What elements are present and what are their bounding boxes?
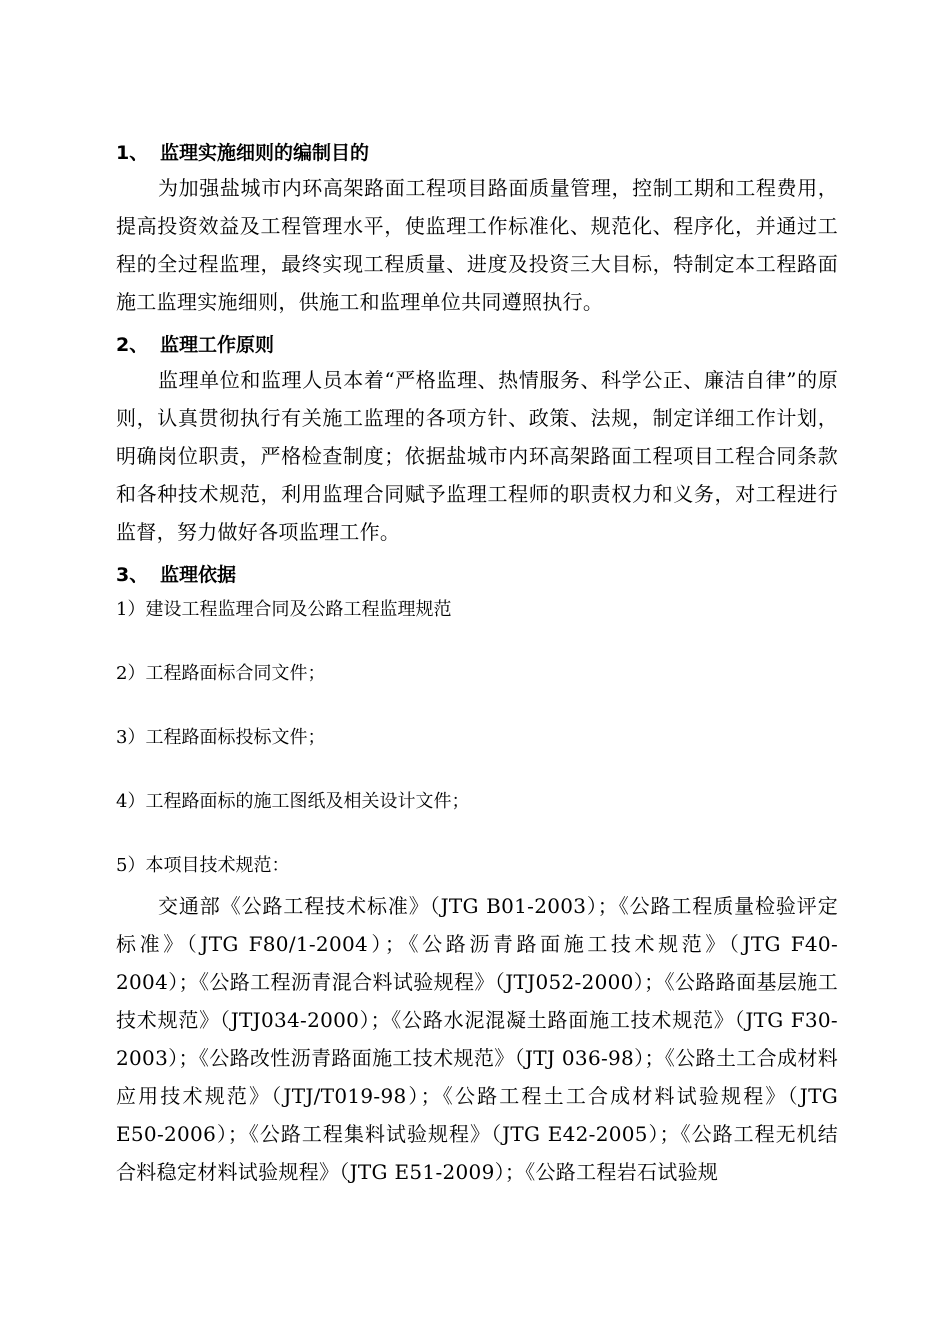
section-heading-3 bbox=[116, 559, 838, 591]
section-number: 2、 bbox=[116, 334, 149, 356]
document-page bbox=[116, 137, 838, 1191]
list-item: 4）工程路面标的施工图纸及相关设计文件； bbox=[116, 791, 470, 812]
list-item: 2）工程路面标合同文件； bbox=[116, 663, 326, 684]
section-body-1: 为加强盐城市内环高架路面工程项目路面质量管理，控制工期和工程费用，提高投资效益及工程管理水平，使监理工作标准化、规范化、程序化，并通过工程的全过程监理，最终实现工程质量、进度及投资三大目标，特制定本工程路面施工监理实施细则，供施工和监理单位共同遵照执行。 bbox=[116, 176, 838, 314]
section-title: 监理实施细则的编制目的 bbox=[160, 142, 370, 164]
section-number: 3、 bbox=[116, 564, 149, 586]
list-item: 5）本项目技术规范： bbox=[116, 855, 290, 876]
list-item: 1）建设工程监理合同及公路工程监理规范 bbox=[116, 599, 452, 620]
section-title: 监理工作原则 bbox=[160, 334, 275, 356]
section-heading-1 bbox=[116, 137, 838, 169]
section-heading-2 bbox=[116, 329, 838, 361]
section-title: 监理依据 bbox=[160, 564, 237, 586]
standards-paragraph: 交通部《公路工程技术标准》（JTG B01-2003）；《公路工程质量检验评定标准》（JTG F80/1-2004）；《公路沥青路面施工技术规范》（JTG F40-2004）；《公路工程沥青混合料试验规程》（JTJ052-2000）；《公路路面基层施工技术规范》（JTJ034-2000）；《公路水泥混凝土路面施工技术规范》（JTG F30-2003）；《公路改性沥青路面施工技术规范》（JTJ 036-98）；《公路土工合成材料应用技术规范》（JTJ/T019-98）；《公路工程土工合成材料试验规程》（JTG E50-2006）；《公路工程集料试验规程》（JTG E42-2005）；《公路工程无机结合料稳定材料试验规程》（JTG E51-2009）；《公路工程岩石试验规 bbox=[116, 894, 838, 1184]
section-number: 1、 bbox=[116, 142, 149, 164]
list-item: 3）工程路面标投标文件； bbox=[116, 727, 326, 748]
section-body-2: 监理单位和监理人员本着“严格监理、热情服务、科学公正、廉洁自律”的原则，认真贯彻执行有关施工监理的各项方针、政策、法规，制定详细工作计划，明确岗位职责，严格检查制度；依据盐城市内环高架路面工程项目工程合同条款和各种技术规范，利用监理合同赋予监理工程师的职责权力和义务，对工程进行监督，努力做好各项监理工作。 bbox=[116, 368, 838, 544]
